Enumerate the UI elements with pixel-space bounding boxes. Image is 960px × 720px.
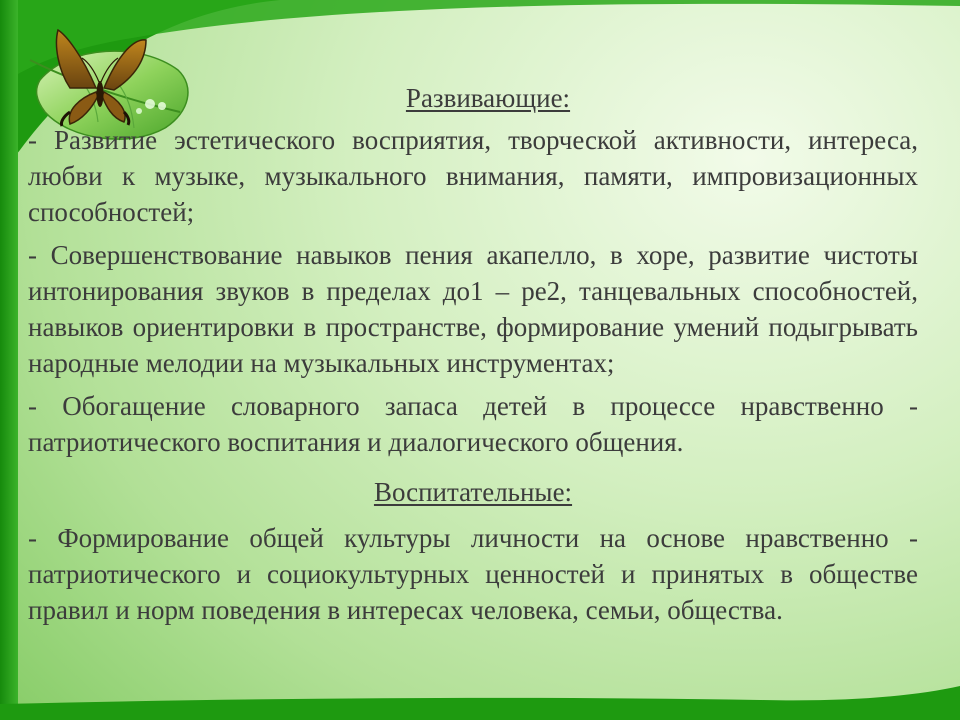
section-heading-developmental: Развивающие: xyxy=(405,83,571,113)
bottom-swoosh xyxy=(0,686,960,720)
slide-content xyxy=(28,80,918,635)
developmental-item-2: - Совершенствование навыков пения акапелло, в хоре, развитие чистоты интонирования звуков в пределах до1 – ре2, танцевальных способностей, навыков ориентировки в пространстве, формирование умений подыгрывать народные мелодии на музыкальных инструментах; xyxy=(28,240,918,378)
educational-item-1: - Формирование общей культуры личности на основе нравственно - патриотического и социокультурных ценностей и принятых в обществе правил и норм поведения в интересах человека, семьи, общества. xyxy=(28,523,918,625)
developmental-item-3: - Обогащение словарного запаса детей в процессе нравственно - патриотического воспитания и диалогического общения. xyxy=(28,391,918,457)
section-heading-educational: Воспитательные: xyxy=(373,477,573,507)
developmental-item-1: - Развитие эстетического восприятия, творческой активности, интереса, любви к музыке, музыкального внимания, памяти, импровизационных способностей; xyxy=(28,125,918,227)
left-border xyxy=(0,0,18,720)
